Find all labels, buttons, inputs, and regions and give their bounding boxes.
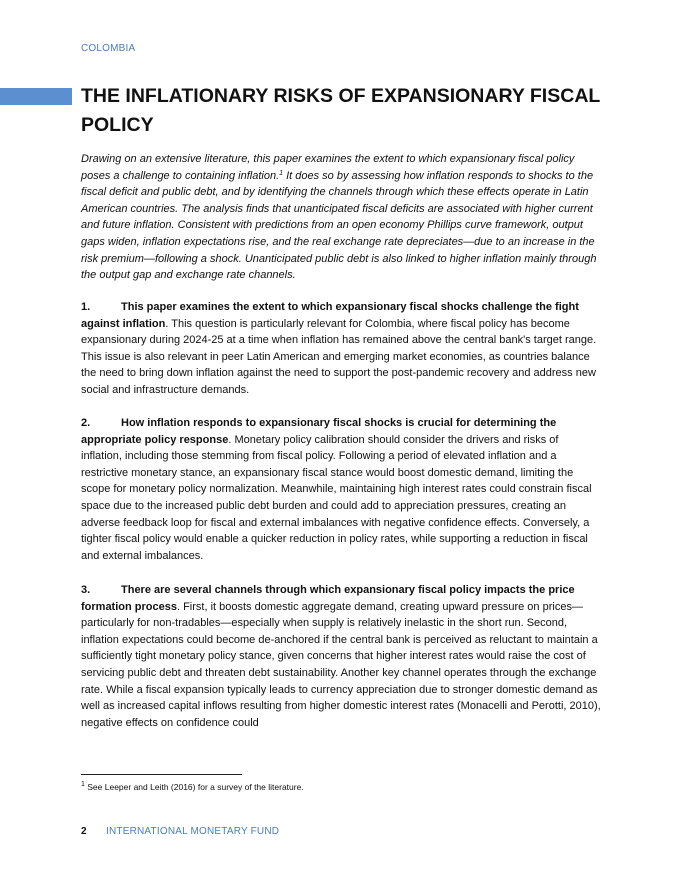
paragraph-1 [81, 299, 601, 399]
paragraph-body: . Monetary policy calibration should consider the drivers and risks of inflation, including those stemming from fiscal policy. Following a period of elevated inflation and a restrictive monetary stance, an expansionary fiscal stance would boost domestic demand, limiting the scope for monetary policy normalization. Meanwhile, maintaining high interest rates could constrain fiscal space due to the increased public debt burden and could add to appreciation pressures, creating an adverse feedback loop for fiscal and external imbalances with negative confidence effects. Conversely, a tighter fiscal policy would enable a quicker reduction in policy rates, while supporting a reduction in fiscal and external imbalances. [81, 433, 592, 562]
paragraph-lead: How inflation responds to expansionary fiscal shocks is crucial for determining the appropriate policy response [81, 417, 557, 446]
paragraph-number: 3. [81, 584, 91, 596]
paragraph-body: . First, it boosts domestic aggregate demand, creating upward pressure on prices—particularly for non-tradables—especially when supply is relatively inelastic in the short run. Second, inflation expectations could become de-anchored if the central bank is perceived as reluctant to maintain a sufficiently tight monetary policy stance, given concerns that higher interest rates would raise the cost of servicing public debt and threaten debt sustainability. Another key channel operates through the exchange rate. While a fiscal expansion typically leads to currency appreciation due to stronger domestic demand as well as increased capital inflows resulting from higher domestic interest rates (Monacelli and Perotti, 2010), negative effects on confidence could [81, 600, 601, 729]
page-number: 2 [81, 826, 87, 837]
abstract-text-before: Drawing on an extensive literature, this paper examines the extent to which expansionary fiscal policy poses a challenge to containing inflation. [81, 153, 575, 182]
footnote-ref[interactable]: 1 [279, 169, 284, 177]
paragraph-3 [81, 582, 601, 731]
title-accent-bar [0, 88, 72, 105]
abstract-text-after: It does so by assessing how inflation responds to shocks to the fiscal deficit and public debt, and by identifying the channels through which these effects operate in Latin American countries. The analysis finds that unanticipated fiscal deficits are associated with higher current and future inflation. Consistent with predictions from an open economy Phillips curve framework, output gaps widen, inflation expectations rise, and the real exchange rate depreciates—due to an increase in the risk premium—following a shock. Unanticipated public debt is also linked to higher inflation mainly through the output gap and exchange rate channels. [81, 169, 597, 282]
page-title: THE INFLATIONARY RISKS OF EXPANSIONARY FISCAL POLICY [81, 85, 600, 136]
paragraph-body: . This question is particularly relevant for Colombia, where fiscal policy has become expansionary during 2024-25 at a time when inflation has remained above the central bank's target range. This issue is also relevant in peer Latin American and emerging market economies, as countries balance the need to bring down inflation against the need to support the post-pandemic recovery and address new social and infrastructure demands. [81, 317, 597, 396]
paragraph-number: 1. [81, 301, 91, 313]
paragraph-lead: This paper examines the extent to which expansionary fiscal shocks challenge the fight against inflation [81, 301, 579, 330]
paragraph-2 [81, 415, 601, 564]
footnote-text: See Leeper and Leith (2016) for a survey of the literature. [84, 782, 304, 792]
abstract [81, 151, 601, 284]
footnote [81, 781, 601, 793]
paragraph-number: 2. [81, 417, 91, 429]
footnote-number: 1 [81, 781, 85, 788]
paragraph-lead: There are several channels through which expansionary fiscal policy impacts the price formation process [81, 584, 575, 613]
footnote-rule [81, 774, 242, 775]
header-country: COLOMBIA [81, 43, 136, 54]
footer-label: INTERNATIONAL MONETARY FUND [106, 826, 280, 837]
